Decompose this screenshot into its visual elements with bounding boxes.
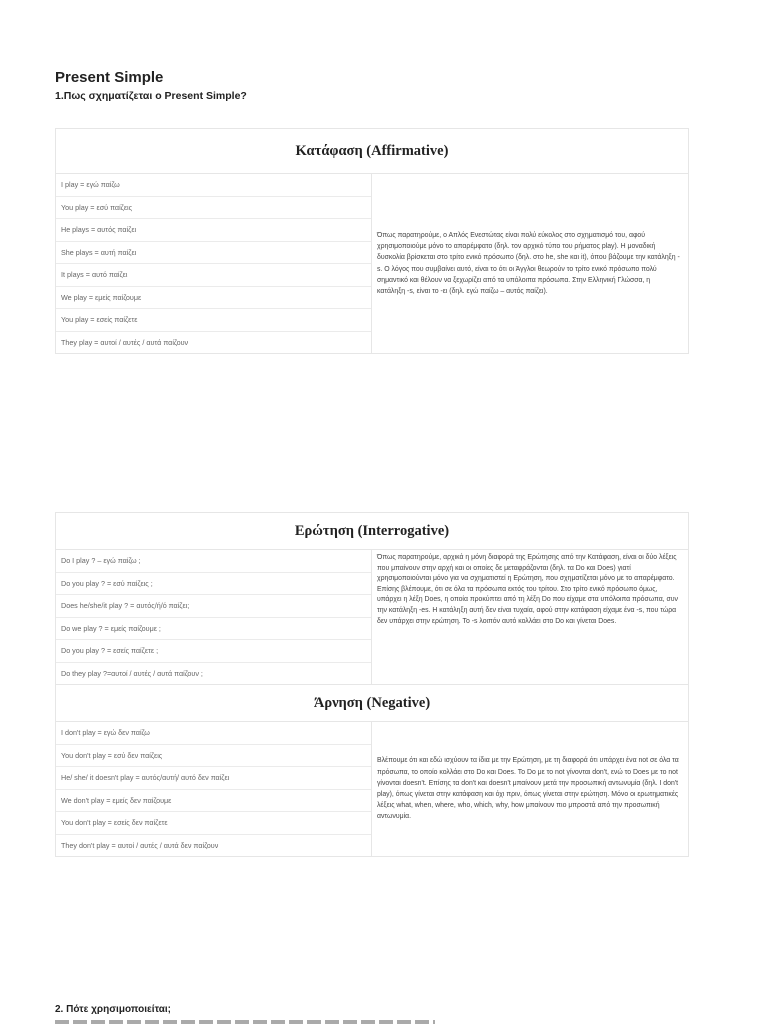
- table-row: He plays = αυτός παίζει: [56, 219, 371, 242]
- table-row: Do you play ? = εσείς παίζετε ;: [56, 640, 371, 663]
- table-row: Do they play ?=αυτοί / αυτές / αυτά παίζουν ;: [61, 668, 203, 678]
- affirmative-heading: Κατάφαση (Affirmative): [56, 129, 688, 174]
- section-1-heading: 1.Πως σχηματίζεται ο Present Simple?: [55, 90, 247, 102]
- section-2-heading: 2. Πότε χρησιμοποιείται;: [55, 1004, 172, 1015]
- table-row: It plays = αυτό παίζει: [56, 264, 371, 287]
- page-title: Present Simple: [55, 69, 164, 86]
- table-row: You play = εσείς παίζετε: [56, 309, 371, 332]
- table-row: You play = εσύ παίζεις: [56, 197, 371, 220]
- table-row: They play = αυτοί / αυτές / αυτά παίζουν: [61, 337, 189, 347]
- table-row: She plays = αυτή παίζει: [56, 242, 371, 265]
- table-row: Do I play ? – εγώ παίζω ;: [56, 550, 371, 573]
- affirmative-explanation: Όπως παρατηρούμε, ο Απλός Ενεστώτας είναι πολύ εύκολος στο σχηματισμό του, αφού χρησιμοποιούμε μόνο το απαρέμφατο (δηλ. τον αρχικό τύπο του ρήματος play). Η μοναδική δυσκολία βρίσκεται στο τρίτο ενικό πρόσωπο (δηλ. στο he, she και it), όπου βάζουμε την κατάληξη -s. Ο λόγος που συμβαίνει αυτό, είναι το ότι οι Άγγλοι θεωρούν το τρίτο ενικό πρόσωπο πολύ σημαντικό και θέλουν να ξεχωρίζει από τα υπόλοιπα πρόσωπα. Στην Ελληνική Γλώσσα, η κατάληξη -s, είναι το -ει (δηλ. εγώ παίζω – αυτός παίζει).: [376, 231, 680, 295]
- cut-off-text-line: [55, 1020, 435, 1024]
- table-row: Do we play ? = εμείς παίζουμε ;: [56, 618, 371, 641]
- negative-conjugation-list: [56, 722, 372, 856]
- interrogative-negative-table: [55, 512, 689, 857]
- table-row: Does he/she/it play ? = αυτός/ή/ό παίζει;: [56, 595, 371, 618]
- table-row: We play = εμείς παίζουμε: [56, 287, 371, 310]
- affirmative-table: [55, 128, 689, 354]
- table-row: I play = εγώ παίζω: [56, 174, 371, 197]
- table-row: I don't play = εγώ δεν παίζω: [56, 722, 371, 745]
- interrogative-heading: Ερώτηση (Interrogative): [56, 513, 688, 550]
- affirmative-conjugation-list: [56, 174, 372, 353]
- interrogative-conjugation-list: [56, 550, 372, 684]
- table-row: You don't play = εσύ δεν παίζεις: [56, 745, 371, 768]
- table-row: Do you play ? = εσύ παίζεις ;: [56, 573, 371, 596]
- negative-heading: Άρνηση (Negative): [56, 685, 688, 722]
- table-row: They don't play = αυτοί / αυτές / αυτά δεν παίζουν: [61, 840, 219, 850]
- interrogative-explanation: Όπως παρατηρούμε, αρχικά η μόνη διαφορά της Ερώτησης από την Κατάφαση, είναι οι δύο λέξεις που μπαίνουν στην αρχή και οι οποίες δε μεταφράζονται (δηλ. τα Do και Does) γιατί χρησιμοποιούνται μόνο για να σχηματιστεί η Ερώτηση, που σχηματίζεται μόνο με το απαρέμφατο. Επίσης βλέπουμε, ότι σε όλα τα πρόσωπα εκτός του τρίτου. Στο τρίτο ενικό πρόσωπο όμως, υπάρχει η λέξη Does, η οποία προκύπτει από τη λέξη Do που είχαμε στα υπόλοιπα πρόσωπα, συν την κατάληξη -es. Η κατάληξη αυτή δεν είναι τυχαία, αφού στην κατάφαση είχαμε ένα -s, που τώρα δεν υπάρχει στην ερώτηση. Το -s λοιπόν αυτό κολλάει στο Do και γίνεται Does.: [376, 554, 678, 625]
- table-row: We don't play = εμείς δεν παίζουμε: [56, 790, 371, 813]
- table-row: He/ she/ it doesn't play = αυτός/αυτή/ αυτό δεν παίζει: [56, 767, 371, 790]
- negative-explanation: Βλέπουμε ότι και εδώ ισχύουν τα ίδια με την Ερώτηση, με τη διαφορά ότι υπάρχει ένα not σε όλα τα πρόσωπα, το οποίο κολλάει στο Do και Does. Το Do με το not γίνονται don't, ενώ το Does με το not γίνονται doesn't. Επίσης τα don't και doesn't μπαίνουν μετά την προσωπική αντωνυμία (δηλ. I don't play), όπως γίνεται στην κατάφαση και όχι πριν, όπως γίνεται στην ερώτηση. Μόνο οι ερωτηματικές λέξεις what, when, where, who, which, why, how μπαίνουν πιο μπροστά από την προσωπική αντωνυμία.: [376, 757, 679, 821]
- table-row: You don't play = εσείς δεν παίζετε: [56, 812, 371, 835]
